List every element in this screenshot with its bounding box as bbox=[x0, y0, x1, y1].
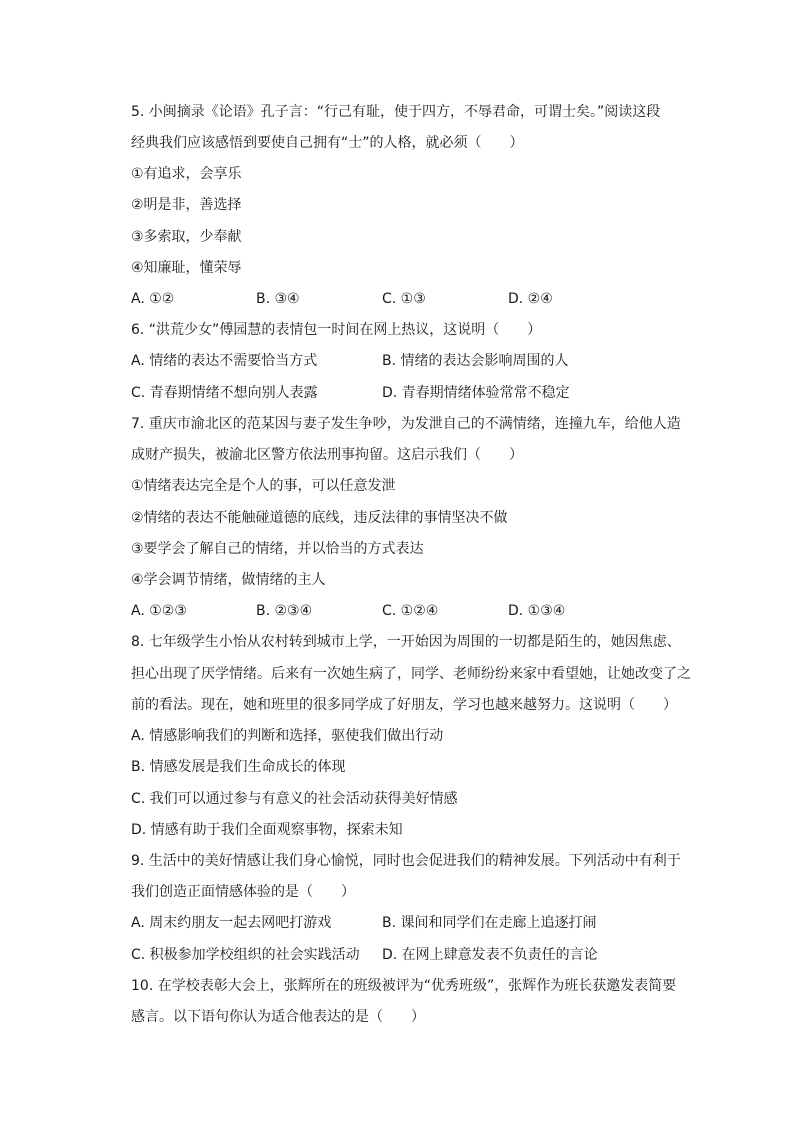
option-b: B. 情绪的表达会影响周围的人 bbox=[382, 353, 569, 369]
question-stem-line: 担心出现了厌学情绪。后来有一次她生病了，同学、老师纷纷来家中看望她，让她改变了之 bbox=[131, 666, 691, 682]
question-stem-line: 10. 在学校表彰大会上，张辉所在的班级被评为“优秀班级”，张辉作为班长获邀发表简要 bbox=[131, 978, 677, 994]
option-a: A. 情绪的表达不需要恰当方式 bbox=[131, 353, 318, 369]
option-a: A. ①② bbox=[131, 291, 175, 307]
option-a: A. 周末约朋友一起去网吧打游戏 bbox=[131, 915, 332, 931]
option-c: C. 青春期情绪不想向别人表露 bbox=[131, 385, 318, 401]
question-stem-line: 5. 小闽摘录《论语》孔子言：“行己有耻，使于四方，不辱君命，可谓士矣。”阅读这段 bbox=[131, 104, 661, 120]
statement-item: ②情绪的表达不能触碰道德的底线，违反法律的事情坚决不做 bbox=[131, 510, 508, 526]
option-a: A. ①②③ bbox=[131, 603, 187, 619]
question-stem-line: 我们创造正面情感体验的是（ ） bbox=[131, 884, 355, 900]
statement-item: ②明是非，善选择 bbox=[131, 197, 242, 213]
option-c: C. ①②④ bbox=[382, 603, 439, 619]
option-d: D. ①③④ bbox=[508, 603, 566, 619]
question-stem-line: 8. 七年级学生小怡从农村转到城市上学，一开始因为周围的一切都是陌生的，她因焦虑、 bbox=[131, 634, 681, 650]
option-d: D. ②④ bbox=[508, 291, 553, 307]
option-b: B. 课间和同学们在走廊上追逐打闹 bbox=[382, 915, 597, 931]
option-b: B. ②③④ bbox=[256, 603, 313, 619]
statement-item: ③多索取，少奉献 bbox=[131, 229, 242, 245]
statement-item: ①情绪表达完全是个人的事，可以任意发泄 bbox=[131, 478, 396, 494]
option-b: B. 情感发展是我们生命成长的体现 bbox=[131, 759, 346, 775]
question-stem-line: 经典我们应该感悟到要使自己拥有“士”的人格，就必须（ ） bbox=[131, 135, 524, 151]
question-stem-line: 成财产损失，被渝北区警方依法刑事拘留。这启示我们（ ） bbox=[131, 447, 523, 463]
option-b: B. ③④ bbox=[256, 291, 300, 307]
option-d: D. 在网上肆意发表不负责任的言论 bbox=[382, 947, 598, 963]
option-a: A. 情感影响我们的判断和选择，驱使我们做出行动 bbox=[131, 728, 444, 744]
statement-item: ③要学会了解自己的情绪，并以恰当的方式表达 bbox=[131, 541, 424, 557]
question-stem-line: 7. 重庆市渝北区的范某因与妻子发生争吵，为发泄自己的不满情绪，连撞九车，给他人造 bbox=[131, 416, 681, 432]
statement-item: ④学会调节情绪，做情绪的主人 bbox=[131, 572, 326, 588]
option-d: D. 情感有助于我们全面观察事物，探索未知 bbox=[131, 822, 403, 838]
option-c: C. ①③ bbox=[382, 291, 426, 307]
question-stem-line: 感言。以下语句你认为适合他表达的是（ ） bbox=[131, 1009, 425, 1025]
question-stem-line: 6. “洪荒少女”傅园慧的表情包一时间在网上热议，这说明（ ） bbox=[131, 322, 542, 338]
statement-item: ④知廉耻，懂荣辱 bbox=[131, 260, 242, 276]
question-stem-line: 前的看法。现在，她和班里的很多同学成了好朋友，学习也越来越努力。这说明（ ） bbox=[131, 697, 677, 713]
statement-item: ①有追求，会享乐 bbox=[131, 166, 242, 182]
option-c: C. 我们可以通过参与有意义的社会活动获得美好情感 bbox=[131, 791, 458, 807]
option-c: C. 积极参加学校组织的社会实践活动 bbox=[131, 947, 360, 963]
question-stem-line: 9. 生活中的美好情感让我们身心愉悦，同时也会促进我们的精神发展。下列活动中有利于 bbox=[131, 853, 681, 869]
option-d: D. 青春期情绪体验常常不稳定 bbox=[382, 385, 570, 401]
